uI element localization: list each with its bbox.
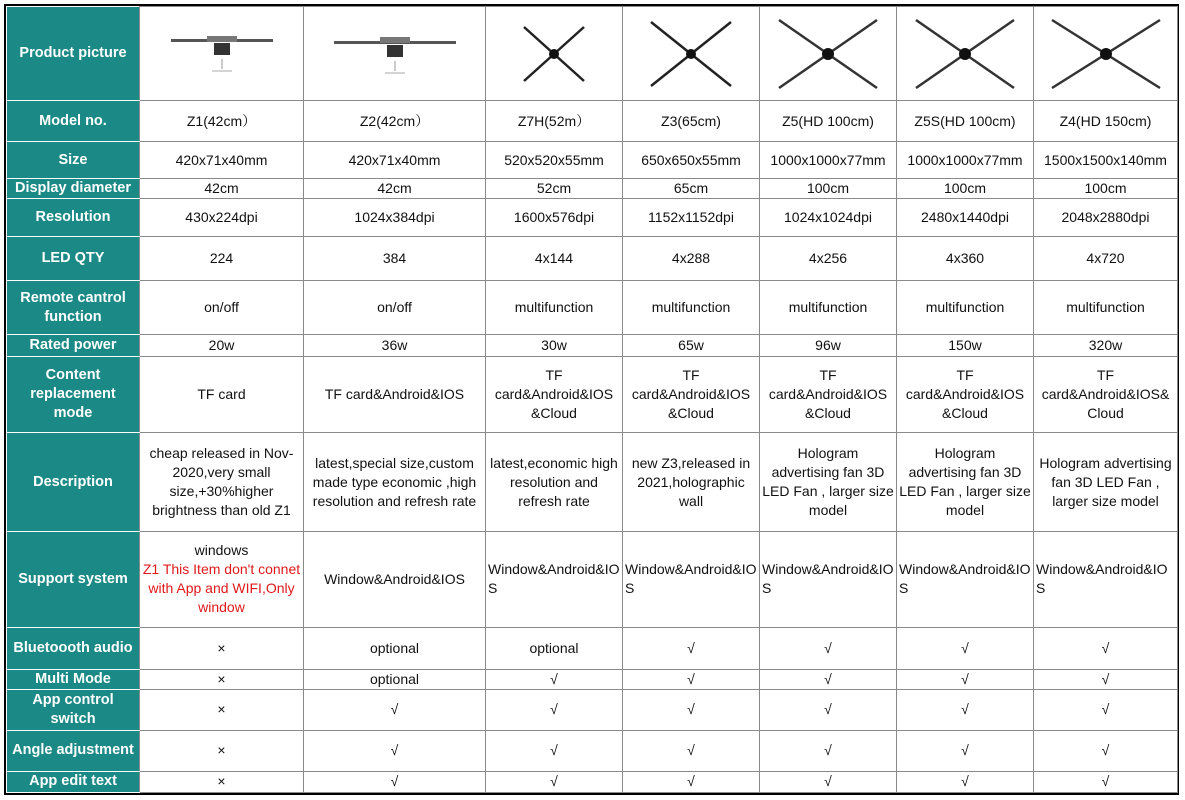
cell-size-z3: 650x650x55mm [623,142,760,179]
cell-resolution-z4: 2048x2880dpi [1034,199,1178,237]
cell-resolution-z7h: 1600x576dpi [486,199,623,237]
cell-model-z5: Z5(HD 100cm) [760,101,897,142]
cell-description-z5s: Hologram advertising fan 3D LED Fan , larger size model [897,433,1034,531]
spec-table-frame [4,4,1179,795]
cell-led-z1: 224 [140,237,304,281]
row-angle [7,730,1178,771]
cell-app-switch-z7h: √ [486,689,623,730]
cell-remote-z5s: multifunction [897,281,1034,335]
cell-app-switch-z4: √ [1034,689,1178,730]
cell-content-z5s: TF card&Android&IOS &Cloud [897,357,1034,433]
row-remote [7,281,1178,335]
row-support [7,531,1178,627]
cell-power-z5: 96w [760,335,897,357]
cell-app-switch-z2: √ [304,689,486,730]
cell-description-z3: new Z3,released in 2021,holographic wall [623,433,760,531]
cell-app-edit-z4: √ [1034,771,1178,792]
cell-bluetooth-z1: × [140,627,304,669]
cell-resolution-z2: 1024x384dpi [304,199,486,237]
cell-diameter-z4: 100cm [1034,179,1178,199]
cell-model-z5s: Z5S(HD 100cm) [897,101,1034,142]
cell-model-z1: Z1(42cm） [140,101,304,142]
cell-power-z4: 320w [1034,335,1178,357]
row-app-switch [7,689,1178,730]
cell-bluetooth-z4: √ [1034,627,1178,669]
support-z1-text: windows [194,542,249,559]
row-label-app-edit: App edit text [7,771,140,792]
product-image-z5 [760,7,897,101]
row-label-led: LED QTY [7,237,140,281]
cell-size-z4: 1500x1500x140mm [1034,142,1178,179]
cell-support-z1 [140,531,304,627]
cell-content-z4: TF card&Android&IOS& Cloud [1034,357,1178,433]
cell-remote-z7h: multifunction [486,281,623,335]
cell-led-z4: 4x720 [1034,237,1178,281]
row-model [7,101,1178,142]
cell-description-z2: latest,special size,custom made type economic ,high resolution and refresh rate [304,433,486,531]
cell-angle-z1: × [140,730,304,771]
cell-app-edit-z1: × [140,771,304,792]
cell-content-z7h: TF card&Android&IOS &Cloud [486,357,623,433]
cell-app-edit-z2: √ [304,771,486,792]
row-app-edit [7,771,1178,792]
spec-table [6,6,1178,793]
cell-remote-z1: on/off [140,281,304,335]
cell-app-edit-z7h: √ [486,771,623,792]
cell-diameter-z1: 42cm [140,179,304,199]
cell-angle-z7h: √ [486,730,623,771]
cell-bluetooth-z3: √ [623,627,760,669]
row-multi-mode [7,669,1178,689]
cell-led-z5: 4x256 [760,237,897,281]
cell-resolution-z5s: 2480x1440dpi [897,199,1034,237]
row-product-picture [7,7,1178,101]
cell-model-z2: Z2(42cm） [304,101,486,142]
cell-app-switch-z1: × [140,689,304,730]
cell-app-switch-z5: √ [760,689,897,730]
cell-support-z2: Window&Android&IOS [304,531,486,627]
cell-resolution-z3: 1152x1152dpi [623,199,760,237]
cell-model-z4: Z4(HD 150cm) [1034,101,1178,142]
row-label-bluetooth: Bluetoooth audio [7,627,140,669]
row-description [7,433,1178,531]
cell-diameter-z7h: 52cm [486,179,623,199]
cell-description-z1: cheap released in Nov-2020,very small size,+30%higher brightness than old Z1 [140,433,304,531]
cell-size-z1: 420x71x40mm [140,142,304,179]
cell-model-z7h: Z7H(52m） [486,101,623,142]
row-led [7,237,1178,281]
cell-bluetooth-z5s: √ [897,627,1034,669]
cell-bluetooth-z2: optional [304,627,486,669]
cell-support-z7h: Window&Android&IOS [486,531,623,627]
row-diameter [7,179,1178,199]
cell-resolution-z1: 430x224dpi [140,199,304,237]
cell-app-edit-z5: √ [760,771,897,792]
cell-diameter-z3: 65cm [623,179,760,199]
cell-angle-z5s: √ [897,730,1034,771]
cell-power-z3: 65w [623,335,760,357]
cell-support-z3: Window&Android&IOS [623,531,760,627]
cell-description-z5: Hologram advertising fan 3D LED Fan , larger size model [760,433,897,531]
row-label-multi: Multi Mode [7,669,140,689]
row-label-model: Model no. [7,101,140,142]
cell-remote-z3: multifunction [623,281,760,335]
row-label-angle: Angle adjustment [7,730,140,771]
cell-support-z5: Window&Android&IOS [760,531,897,627]
row-size [7,142,1178,179]
cell-led-z3: 4x288 [623,237,760,281]
cell-app-switch-z3: √ [623,689,760,730]
cell-description-z4: Hologram advertising fan 3D LED Fan , larger size model [1034,433,1178,531]
cell-led-z7h: 4x144 [486,237,623,281]
row-label-app-switch: App control switch [7,689,140,730]
row-label-picture: Product picture [7,7,140,101]
cell-app-switch-z5s: √ [897,689,1034,730]
cell-power-z2: 36w [304,335,486,357]
support-z1-note: Z1 This Item don't connet with App and WIFI,Only window [142,561,301,616]
cell-led-z2: 384 [304,237,486,281]
cell-content-z1: TF card [140,357,304,433]
cell-description-z7h: latest,economic high resolution and refresh rate [486,433,623,531]
cell-app-edit-z5s: √ [897,771,1034,792]
cell-size-z7h: 520x520x55mm [486,142,623,179]
cell-power-z7h: 30w [486,335,623,357]
cell-remote-z5: multifunction [760,281,897,335]
cell-angle-z2: √ [304,730,486,771]
row-label-remote: Remote cantrol function [7,281,140,335]
row-label-content: Content replacement mode [7,357,140,433]
cell-led-z5s: 4x360 [897,237,1034,281]
cell-multi-z3: √ [623,669,760,689]
row-resolution [7,199,1178,237]
cell-multi-z5: √ [760,669,897,689]
product-image-z4 [1034,7,1178,101]
cell-model-z3: Z3(65cm) [623,101,760,142]
cell-content-z5: TF card&Android&IOS &Cloud [760,357,897,433]
cell-resolution-z5: 1024x1024dpi [760,199,897,237]
cell-angle-z5: √ [760,730,897,771]
cell-remote-z2: on/off [304,281,486,335]
cell-multi-z2: optional [304,669,486,689]
product-image-z2 [304,7,486,101]
row-label-power: Rated power [7,335,140,357]
cell-size-z5: 1000x1000x77mm [760,142,897,179]
row-label-resolution: Resolution [7,199,140,237]
row-label-size: Size [7,142,140,179]
cell-multi-z5s: √ [897,669,1034,689]
row-label-diameter: Display diameter [7,179,140,199]
cell-angle-z4: √ [1034,730,1178,771]
cell-content-z3: TF card&Android&IOS &Cloud [623,357,760,433]
row-bluetooth [7,627,1178,669]
cell-diameter-z5s: 100cm [897,179,1034,199]
cell-size-z2: 420x71x40mm [304,142,486,179]
product-image-z7h [486,7,623,101]
cell-power-z1: 20w [140,335,304,357]
product-image-z1 [140,7,304,101]
cell-bluetooth-z5: √ [760,627,897,669]
cell-support-z4: Window&Android&IOS [1034,531,1178,627]
cell-angle-z3: √ [623,730,760,771]
row-label-description: Description [7,433,140,531]
product-image-z3 [623,7,760,101]
row-label-support: Support system [7,531,140,627]
cell-content-z2: TF card&Android&IOS [304,357,486,433]
cell-diameter-z5: 100cm [760,179,897,199]
cell-multi-z7h: √ [486,669,623,689]
cell-multi-z4: √ [1034,669,1178,689]
cell-remote-z4: multifunction [1034,281,1178,335]
row-content [7,357,1178,433]
cell-multi-z1: × [140,669,304,689]
cell-bluetooth-z7h: optional [486,627,623,669]
row-power [7,335,1178,357]
cell-power-z5s: 150w [897,335,1034,357]
product-image-z5s [897,7,1034,101]
cell-diameter-z2: 42cm [304,179,486,199]
cell-support-z5s: Window&Android&IOS [897,531,1034,627]
cell-app-edit-z3: √ [623,771,760,792]
cell-size-z5s: 1000x1000x77mm [897,142,1034,179]
